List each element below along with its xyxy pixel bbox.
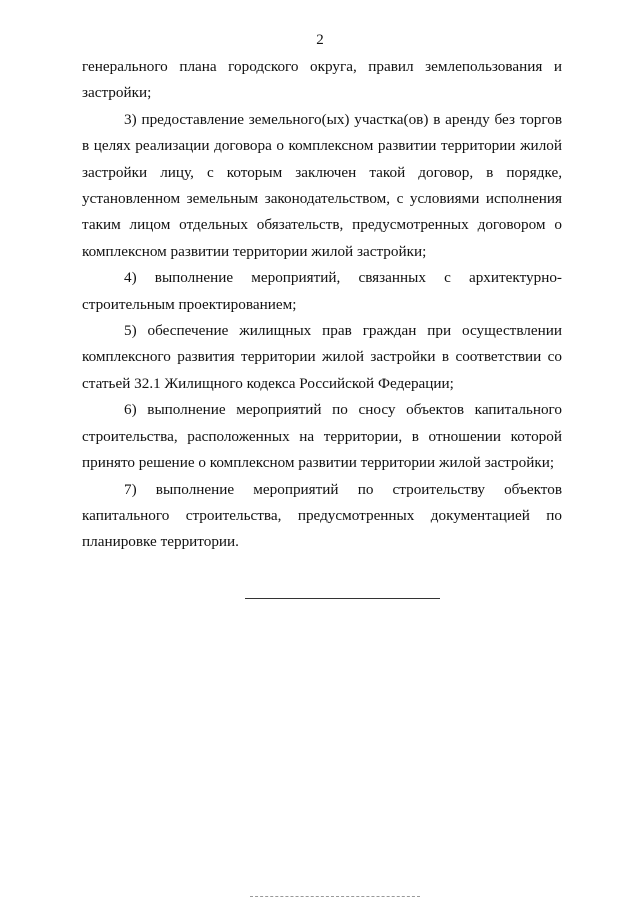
paragraph-item-4: 4) выполнение мероприятий, связанных с архитектурно-строительным проектированием; [82,269,562,313]
page-bottom-mark [250,896,420,897]
paragraph-item-7: 7) выполнение мероприятий по строительству объектов капитального строительства, предусмотренных документацией по планировке территории. [82,480,562,551]
paragraph-item-3: 3) предоставление земельного(ых) участка(ов) в аренду без торгов в целях реализации договора о комплексном развитии территории жилой застройки лицу, с которым заключен такой договор, в порядке, установленном земельным законодательством, с условиями исполнения таким лицом отдельных обязательств, предусмотренных договором о комплексном развитии территории жилой застройки; [82,110,562,260]
paragraph-continuation: генерального плана городского округа, правил землепользования и застройки; [82,58,562,102]
paragraph-item-6: 6) выполнение мероприятий по сносу объектов капитального строительства, расположенных на территории, в отношении которой принято решение о комплексном развитии территории жилой застройки; [82,401,562,472]
paragraph-item-5: 5) обеспечение жилищных прав граждан при осуществлении комплексного развития территории жилой застройки в соответствии со статьей 32.1 Жилищного кодекса Российской Федерации; [82,322,562,392]
page-number: 2 [316,32,324,48]
end-separator-line [245,598,440,599]
document-body [82,54,562,556]
